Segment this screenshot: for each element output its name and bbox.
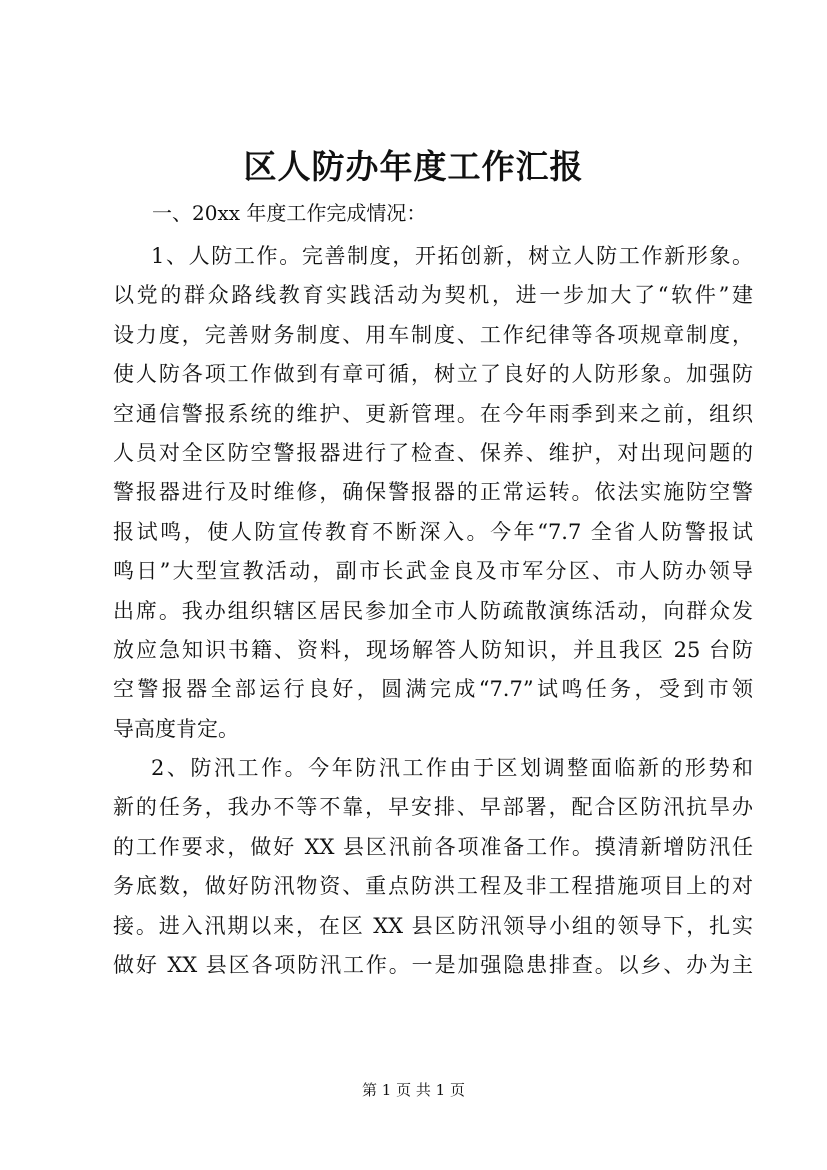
- body-text: [113, 237, 753, 985]
- body-line: 接。进入汛期以来，在区 XX 县区防汛领导小组的领导下，扎实: [113, 913, 753, 938]
- body-line: 使人防各项工作做到有章可循，树立了良好的人防形象。加强防: [113, 362, 753, 387]
- body-line: 1、人防工作。完善制度，开拓创新，树立人防工作新形象。: [151, 244, 753, 268]
- section-heading: 一、20xx 年度工作完成情况：: [152, 201, 427, 225]
- body-line: 出席。我办组织辖区居民参加全市人防疏散演练活动，向群众发: [113, 598, 753, 623]
- body-line: 警报器进行及时维修，确保警报器的正常运转。依法实施防空警: [113, 480, 753, 505]
- document-title: 区人防办年度工作汇报: [243, 147, 584, 186]
- body-line: 务底数，做好防汛物资、重点防洪工程及非工程措施项目上的对: [113, 874, 753, 899]
- body-line: 放应急知识书籍、资料，现场解答人防知识，并且我区 25 台防: [113, 637, 753, 662]
- body-line: 空通信警报系统的维护、更新管理。在今年雨季到来之前，组织: [113, 401, 753, 426]
- body-line: 导高度肯定。: [113, 716, 239, 741]
- body-line: 设力度，完善财务制度、用车制度、工作纪律等各项规章制度，: [113, 322, 753, 347]
- body-line: 鸣日”大型宣教活动，副市长武金良及市军分区、市人防办领导: [113, 559, 753, 584]
- body-line: 以党的群众路线教育实践活动为契机，进一步加大了“软件”建: [113, 283, 753, 308]
- body-line: 的工作要求，做好 XX 县区汛前各项准备工作。摸清新增防汛任: [113, 834, 753, 859]
- body-line: 做好 XX 县区各项防汛工作。一是加强隐患排查。以乡、办为主: [113, 953, 753, 978]
- body-line: 2、防汛工作。今年防汛工作由于区划调整面临新的形势和: [151, 756, 753, 781]
- body-line: 新的任务，我办不等不靠，早安排、早部署，配合区防汛抗旱办: [113, 795, 753, 820]
- page-footer: 第 1 页 共 1 页: [362, 1081, 465, 1099]
- body-line: 人员对全区防空警报器进行了检查、保养、维护，对出现问题的: [113, 440, 753, 465]
- body-line: 报试鸣，使人防宣传教育不断深入。今年“7.7 全省人防警报试: [113, 519, 753, 544]
- body-line: 空警报器全部运行良好，圆满完成“7.7”试鸣任务，受到市领: [113, 677, 753, 702]
